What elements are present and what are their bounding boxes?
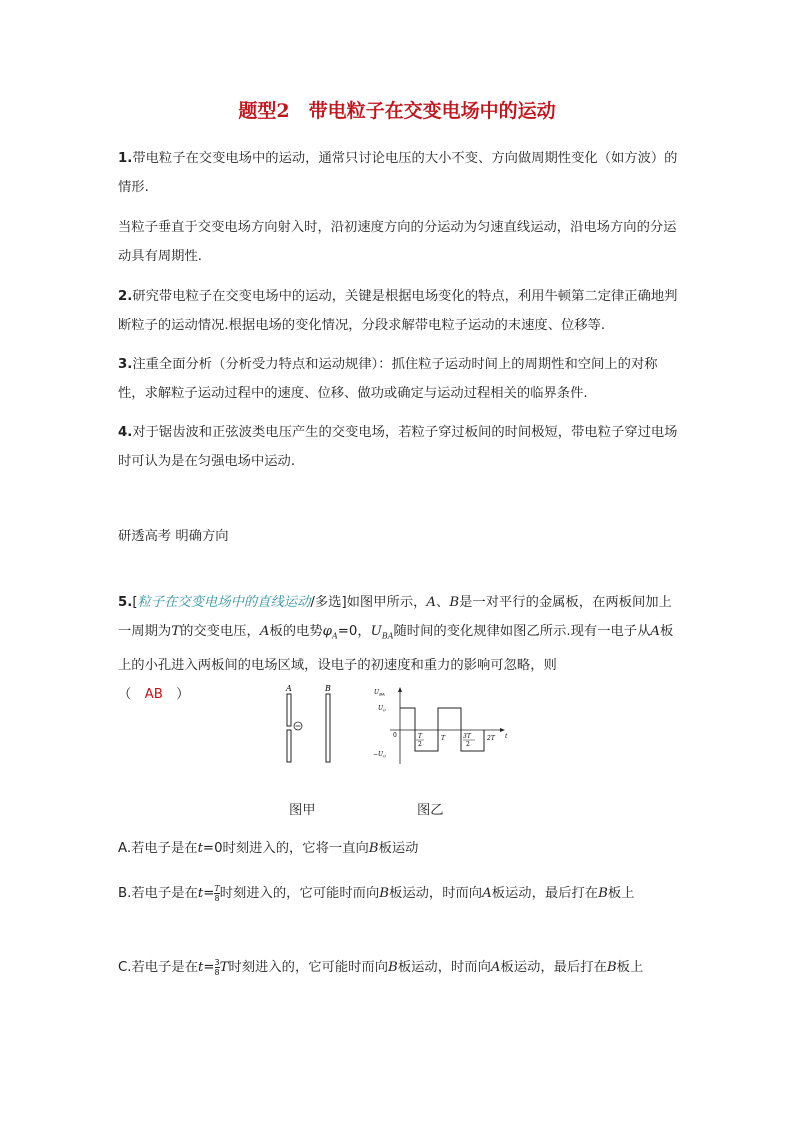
point-text: 带电粒子在交变电场中的运动，通常只讨论电压的大小不变、方向做周期性变化（如方波）的情形. xyxy=(118,151,678,195)
tick-3half-T-den: 2 xyxy=(466,741,470,748)
section-heading: 研透高考 明确方向 xyxy=(118,529,229,544)
point-4 xyxy=(118,418,680,476)
point-3 xyxy=(118,350,680,408)
fraction: $\frac{T}{8}$ xyxy=(214,883,220,903)
point-2 xyxy=(118,282,680,340)
option-a: A.若电子是在t=0时刻进入的，它将一直向B板运动 xyxy=(118,841,419,856)
point-1 xyxy=(118,144,680,202)
tick-half-T: T xyxy=(418,733,423,740)
square-wave xyxy=(400,708,484,751)
point-number: 2. xyxy=(118,289,133,304)
origin-label: 0 xyxy=(393,732,397,739)
u0-label: $U_0$ xyxy=(378,705,386,713)
page-title: 题型2 带电粒子在交变电场中的运动 xyxy=(238,100,556,122)
plate-b-label: B xyxy=(325,684,331,693)
option-c: C.若电子是在t= $\frac{3}{8}$ T时刻进入的，它可能时而向B板运动，时而向A板运动，最后打在B板上 xyxy=(118,957,644,977)
question-tag-link[interactable]: 粒子在交变电场中的直线运动 xyxy=(137,595,311,610)
figure-plates xyxy=(285,684,331,762)
point-number: 4. xyxy=(118,425,133,440)
point-text: 研究带电粒子在交变电场中的运动，关键是根据电场变化的特点，利用牛顿第二定律正确地判断粒子的运动情况.根据电场的变化情况，分段求解带电粒子运动的末速度、位移等. xyxy=(118,289,678,333)
tick-T: T xyxy=(441,735,446,742)
option-b: B.若电子是在t= $\frac{T}{8}$ 时刻进入的，它可能时而向B板运动，时而向A板运动，最后打在B板上 xyxy=(118,883,635,903)
answer-value: AB xyxy=(144,686,163,702)
fraction: $\frac{3}{8}$ xyxy=(214,957,220,977)
point-1-continued xyxy=(118,213,680,271)
x-axis-label: t xyxy=(505,733,508,740)
question-number: 5. xyxy=(118,595,133,610)
point-text: 注重全面分析（分析受力特点和运动规律）：抓住粒子运动时间上的周期性和空间上的对称性，求解粒子运动过程中的速度、位移、做功或确定与运动过程相关的临界条件. xyxy=(118,357,658,401)
tick-half-T-den: 2 xyxy=(418,741,422,748)
plate-a-top xyxy=(287,694,291,726)
point-text: 当粒子垂直于交变电场方向射入时，沿初速度方向的分运动为匀速直线运动，沿电场方向的分运动具有周期性. xyxy=(118,220,677,264)
tick-3half-T: 3T xyxy=(463,733,471,740)
y-axis-label: $U_{BA}$ xyxy=(374,689,385,697)
plate-a-bottom xyxy=(287,730,291,762)
tick-2T: 2T xyxy=(487,735,495,742)
caption-right: 图乙 xyxy=(417,803,444,818)
voltage-graph xyxy=(373,687,508,764)
plate-b xyxy=(326,694,330,762)
neg-u0-label: $-U_0$ xyxy=(373,751,386,759)
question-5: 5.[粒子在交变电场中的直线运动/多选]如图甲所示，A、B是一对平行的金属板，在两板间加上一周期为T的交变电压，A板的电势$\varphi_A=0$，$U_{BA}$随时间的变化规律如图乙所示.现有一电子从A板上的小孔进入两板间的电场区域，设电子的初速度和重力的影响可忽略，则 （ AB ） xyxy=(118,595,674,702)
point-number: 3. xyxy=(118,357,133,372)
figure xyxy=(280,682,530,772)
point-text: 对于锯齿波和正弦波类电压产生的交变电场，若粒子穿过板间的时间极短，带电粒子穿过电场时可认为是在匀强电场中运动. xyxy=(118,425,678,469)
plate-a-label: A xyxy=(286,684,292,693)
caption-left: 图甲 xyxy=(289,803,316,818)
point-number: 1. xyxy=(118,151,133,166)
